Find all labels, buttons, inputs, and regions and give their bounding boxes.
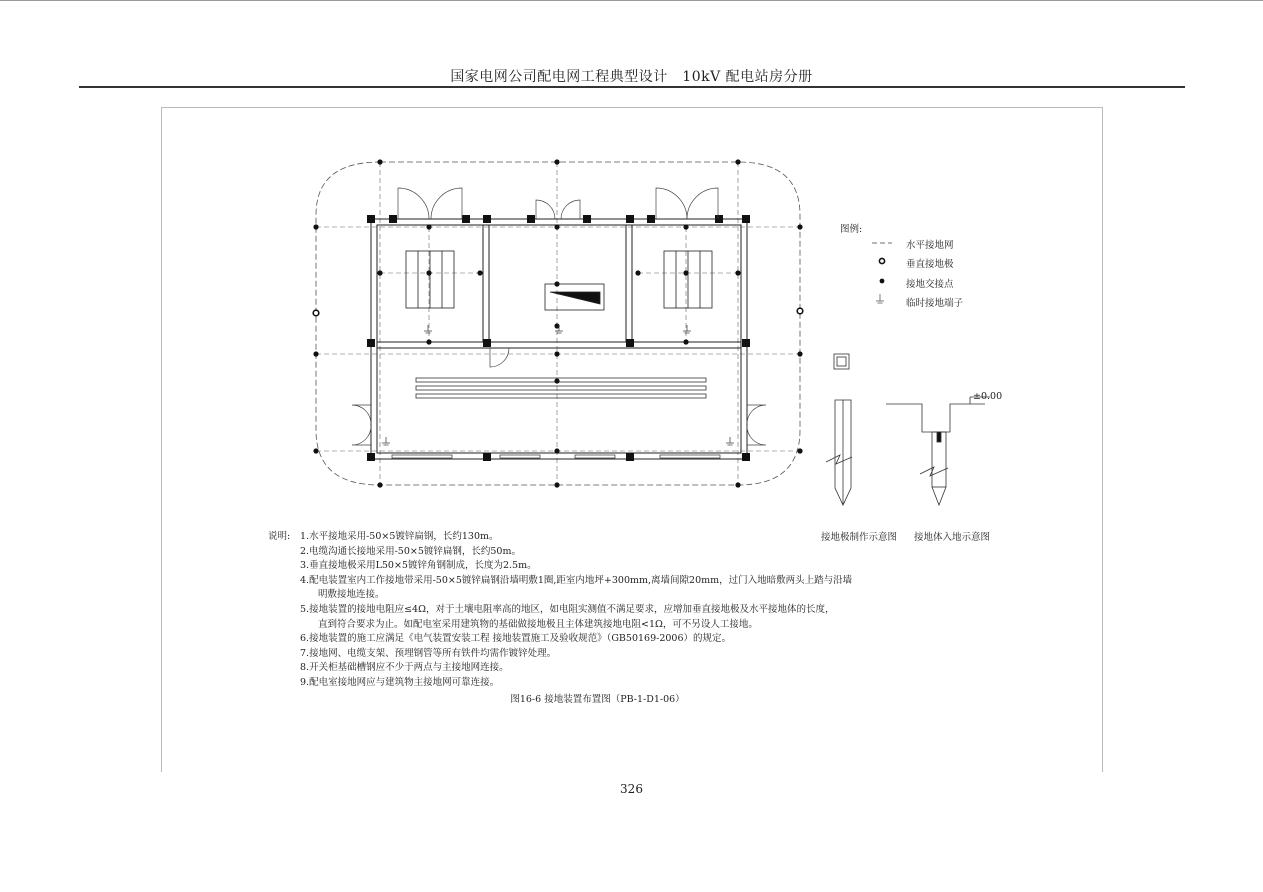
page-header: 国家电网公司配电网工程典型设计 10kV 配电站房分册 bbox=[450, 69, 813, 85]
note-5-cont: 直到符合要求为止。如配电室采用建筑物的基础做接地极且主体建筑接地电阻<1Ω，可不另设人工接地。 bbox=[318, 618, 758, 630]
legend-vertical-electrode-label: 垂直接地极 bbox=[906, 259, 954, 270]
legend-title: 图例: bbox=[840, 224, 863, 235]
bottom-windows bbox=[392, 455, 720, 458]
switchgear-row bbox=[416, 378, 706, 398]
design-notes bbox=[268, 530, 852, 691]
note-1: 1.水平接地采用-50×5镀锌扁钢，长约130m。 bbox=[300, 531, 499, 542]
legend-horizontal-net-label: 水平接地网 bbox=[906, 240, 954, 251]
note-4-cont: 明敷接地连接。 bbox=[318, 589, 385, 601]
outer-ground-loop bbox=[316, 162, 800, 485]
legend-temp-terminal-label: 临时接地端子 bbox=[906, 298, 964, 309]
burial-detail-drawing bbox=[886, 397, 990, 505]
electrode-detail-drawing bbox=[826, 354, 852, 505]
note-8: 8.开关柜基础槽钢应不少于两点与主接地网连接。 bbox=[300, 662, 509, 674]
transformer-units bbox=[406, 251, 712, 308]
note-9: 9.配电室接地网应与建筑物主接地网可靠连接。 bbox=[300, 676, 500, 688]
figure-caption: 图16-6 接地装置布置图（PB-1-D1-06） bbox=[510, 694, 685, 705]
note-6: 6.接地装置的施工应满足《电气装置安装工程 接地装置施工及验收规范》（GB50169-2006）的规定。 bbox=[300, 633, 732, 645]
note-7: 7.接地网、电缆支架、预埋钢管等所有铁件均需作镀锌处理。 bbox=[300, 647, 557, 659]
note-5: 5.接地装置的接地电阻应≤4Ω，对于土壤电阻率高的地区，如电阻实测值不满足要求，应增加垂直接地极及水平接地体的长度， bbox=[300, 603, 835, 615]
notes-label: 说明: bbox=[268, 531, 291, 542]
building-walls bbox=[371, 219, 747, 459]
electrode-detail-label: 接地极制作示意图 bbox=[821, 532, 898, 543]
level-mark: ±0.00 bbox=[973, 391, 1003, 402]
building-columns bbox=[367, 215, 750, 461]
legend-junction-point-label: 接地交接点 bbox=[906, 279, 954, 290]
note-2: 2.电缆沟通长接地采用-50×5镀锌扁钢，长约50m。 bbox=[300, 545, 521, 557]
ground-grid-lines bbox=[316, 162, 800, 485]
center-equipment bbox=[545, 284, 604, 310]
burial-detail-label: 接地体入地示意图 bbox=[914, 532, 991, 543]
page-number: 326 bbox=[620, 782, 643, 796]
temporary-ground-terminals bbox=[382, 325, 734, 445]
legend-symbols bbox=[872, 243, 892, 303]
note-3: 3.垂直接地极采用L50×5镀锌角钢制成，长度为2.5m。 bbox=[300, 560, 537, 572]
note-4: 4.配电装置室内工作接地带采用-50×5镀锌扁钢沿墙明敷1圈,距室内地坪+300mm,离墙间隙20mm，过门入地暗敷两头上踏与沿墙 bbox=[300, 574, 853, 586]
vertical-ground-electrodes bbox=[313, 308, 803, 316]
ground-junction-points bbox=[313, 159, 802, 487]
